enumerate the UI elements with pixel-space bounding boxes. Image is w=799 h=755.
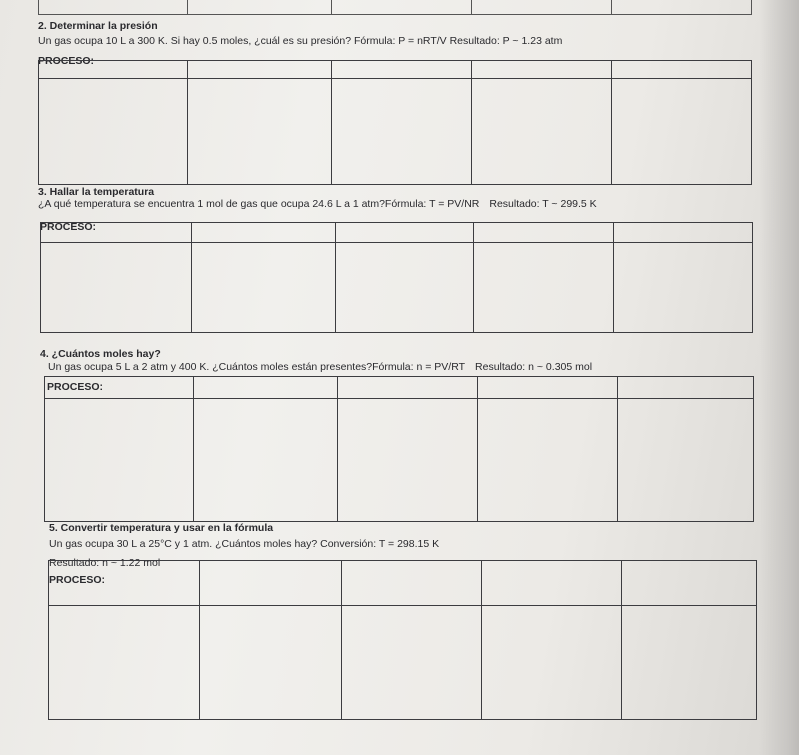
section-title: 3. Hallar la temperatura bbox=[38, 186, 155, 198]
proceso-label: PROCESO: bbox=[40, 221, 97, 233]
question-text: Un gas ocupa 30 L a 25°C y 1 atm. ¿Cuántos moles hay? Conversión: T = 298.15 K bbox=[49, 538, 440, 550]
proceso-label: PROCESO: bbox=[38, 55, 95, 67]
answer-grid bbox=[40, 222, 753, 333]
section-title: 5. Convertir temperatura y usar en la fórmula bbox=[49, 522, 274, 534]
answer-grid bbox=[38, 60, 752, 185]
result-text: Resultado: n ~ 0.305 mol bbox=[475, 361, 593, 373]
proceso-label: PROCESO: bbox=[49, 574, 106, 586]
page-shadow bbox=[759, 0, 799, 755]
question-text: Un gas ocupa 5 L a 2 atm y 400 K. ¿Cuántos moles están presentes?Fórmula: n = PV/RT bbox=[48, 361, 466, 373]
question-line bbox=[38, 198, 597, 210]
question-text: ¿A qué temperatura se encuentra 1 mol de gas que ocupa 24.6 L a 1 atm?Fórmula: T = PV/NR bbox=[38, 198, 480, 210]
answer-grid bbox=[48, 560, 757, 720]
question-line bbox=[48, 361, 592, 373]
section-title: 4. ¿Cuántos moles hay? bbox=[40, 348, 161, 360]
question-text: Un gas ocupa 10 L a 300 K. Si hay 0.5 moles, ¿cuál es su presión? Fórmula: P = nRT/V Resultado: P ~ 1.23 atm bbox=[38, 35, 563, 47]
result-text: Resultado: T ~ 299.5 K bbox=[489, 198, 597, 210]
previous-table-bottom bbox=[38, 0, 752, 15]
proceso-label: PROCESO: bbox=[47, 381, 104, 393]
section-title: 2. Determinar la presión bbox=[38, 20, 158, 32]
result-text: Resultado: n ~ 1.22 mol bbox=[49, 557, 161, 569]
answer-grid bbox=[44, 376, 754, 522]
